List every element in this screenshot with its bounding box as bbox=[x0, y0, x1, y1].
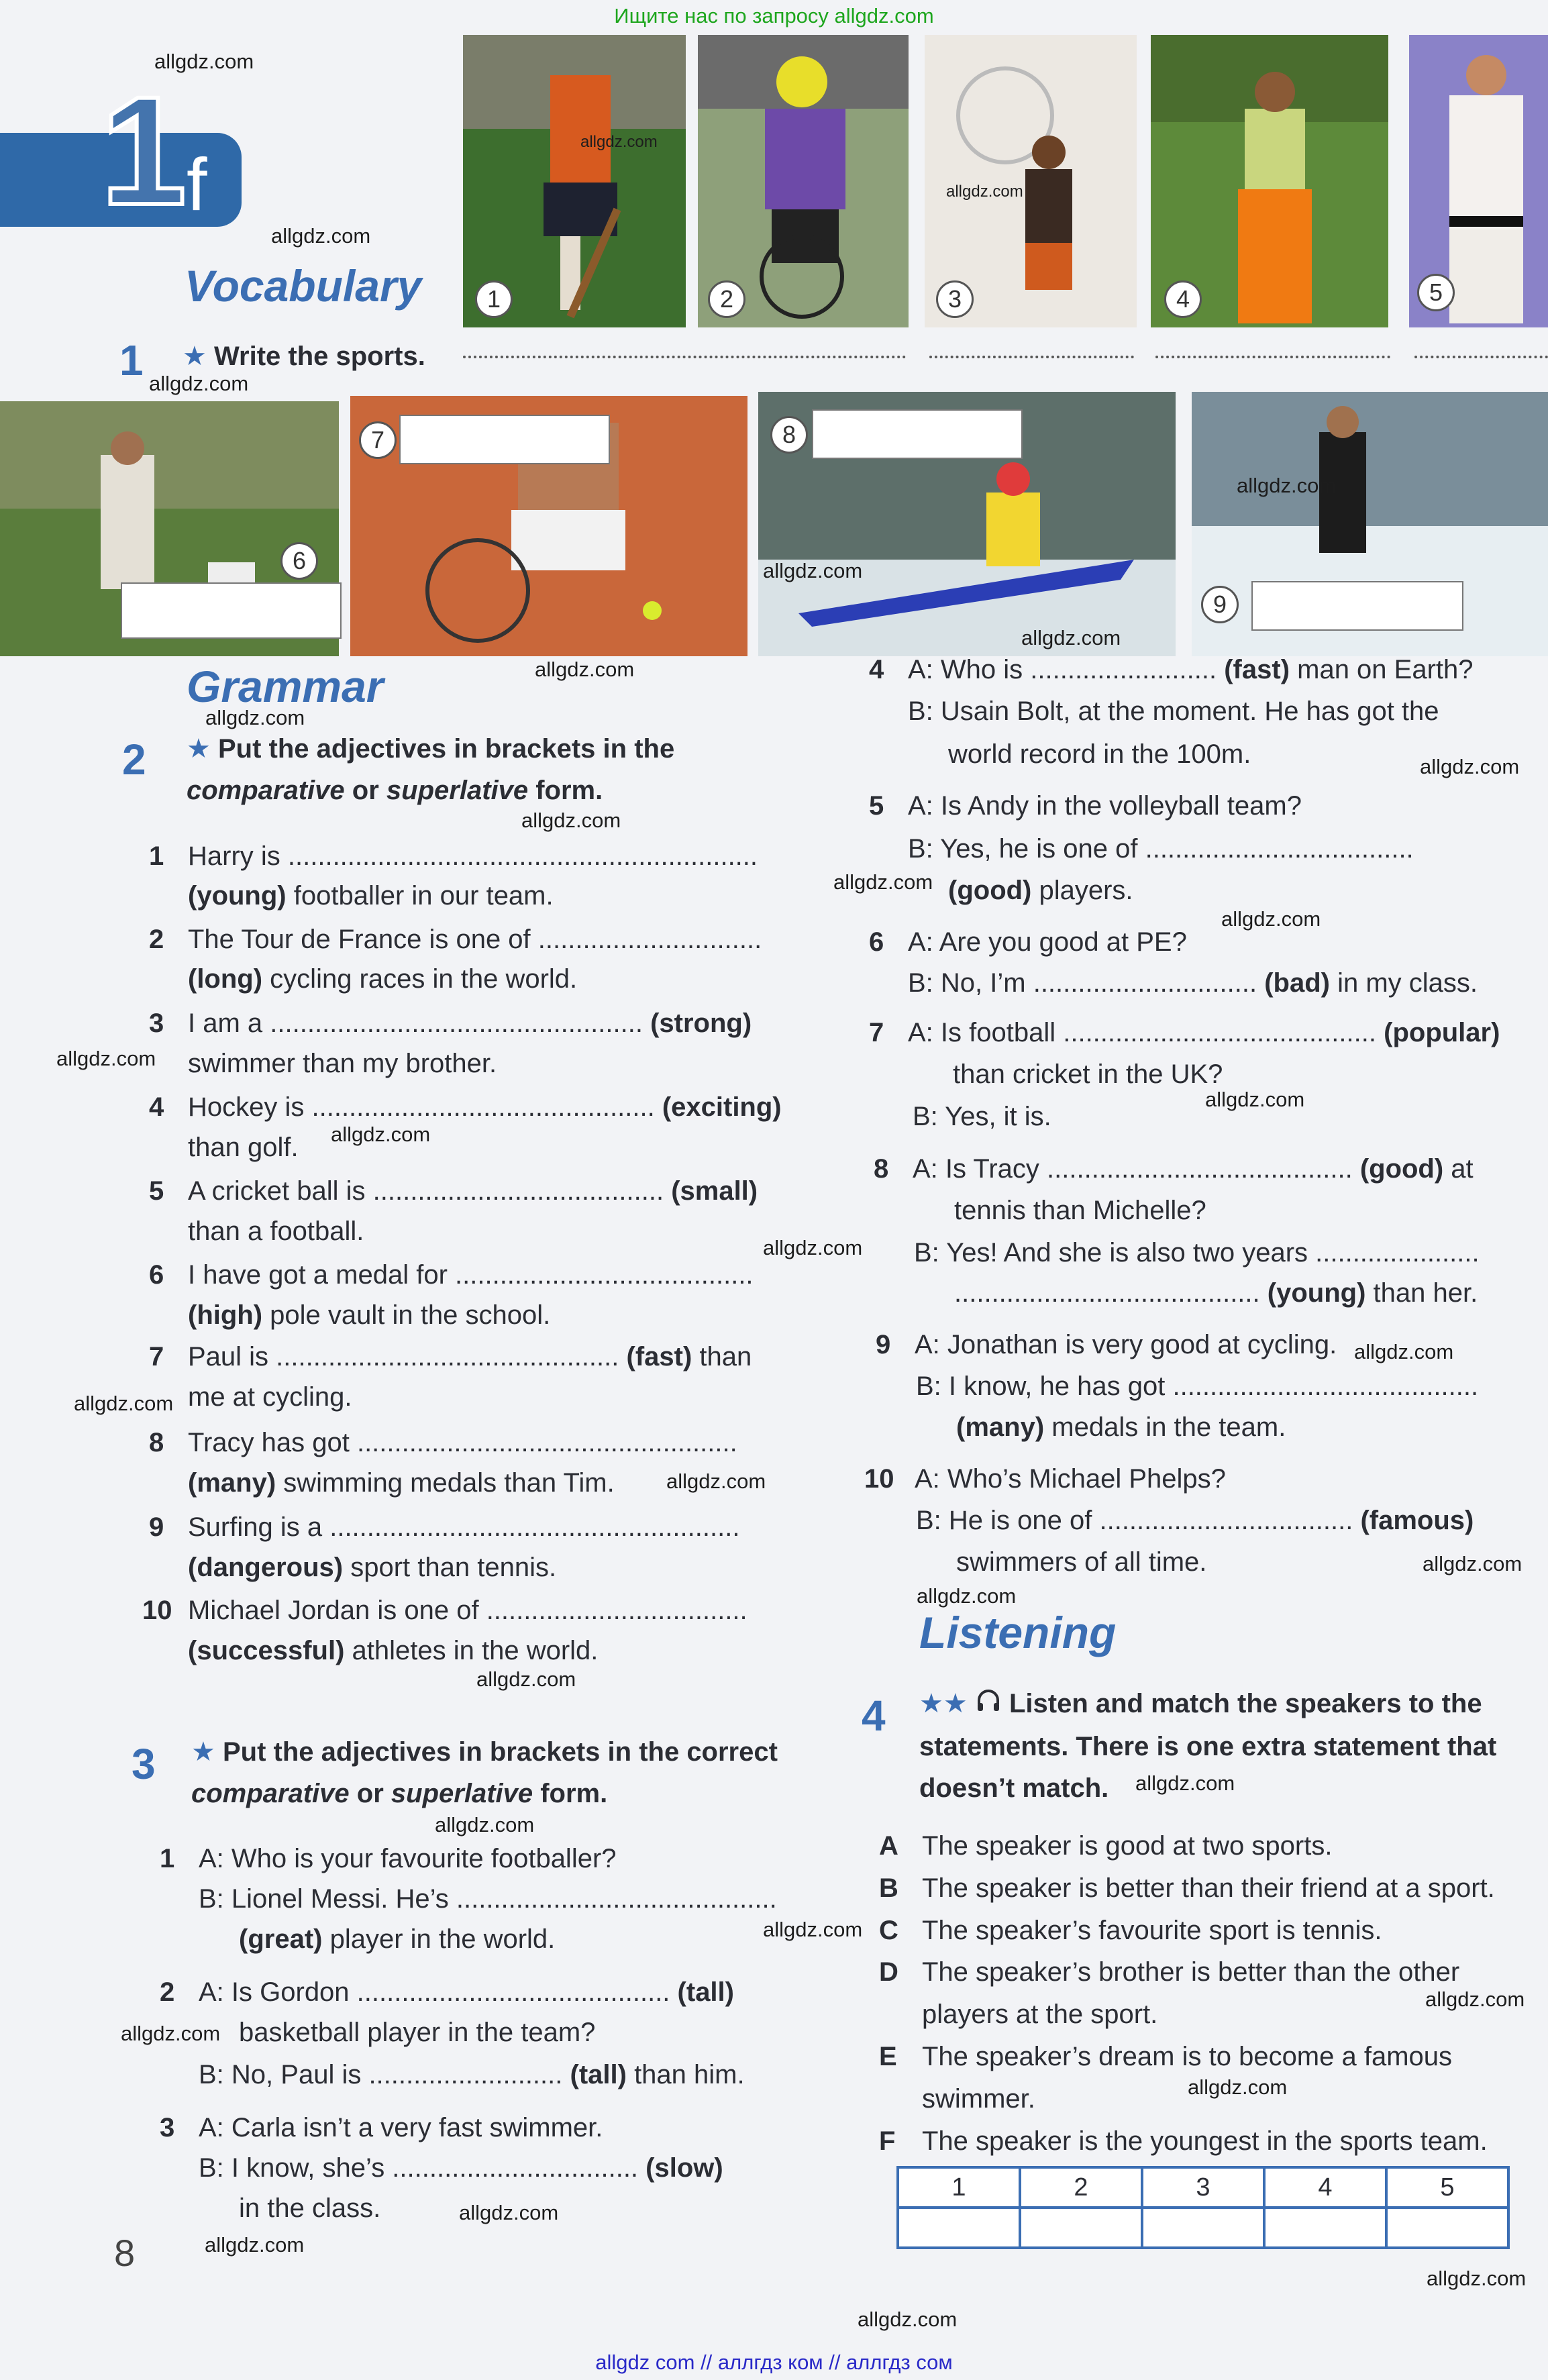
ex3-dialogue-1-b-cont: (great) player in the world. bbox=[239, 1924, 556, 1954]
watermark: allgdz.com bbox=[459, 2201, 559, 2224]
ex2-item-1-cont: (young) footballer in our team. bbox=[188, 881, 554, 911]
watermark: allgdz.com bbox=[1205, 1088, 1305, 1111]
ex3-dialogue-3-a: 3 A: Carla isn’t a very fast swimmer. bbox=[160, 2113, 603, 2142]
ex3-dialogue-3-b[interactable]: B: I know, she’s ................................. (slow) bbox=[199, 2153, 723, 2183]
ex2-item-4-cont: than golf. bbox=[188, 1133, 299, 1162]
ex3-dialogue-7-a[interactable]: 7 A: Is football .......................................... (popular) bbox=[869, 1018, 1500, 1047]
photo-number-3: 3 bbox=[936, 280, 974, 318]
watermark: allgdz.com bbox=[121, 2022, 221, 2045]
headphones-icon bbox=[975, 1684, 1002, 1726]
watermark: allgdz.com bbox=[833, 870, 933, 894]
answer-box-9[interactable] bbox=[1251, 581, 1463, 631]
listening-heading: Listening bbox=[919, 1608, 1117, 1657]
answer-box-7[interactable] bbox=[399, 415, 610, 464]
statement-b: B The speaker is better than their friend at a sport. bbox=[879, 1873, 1495, 1903]
answer-line-3[interactable] bbox=[929, 356, 1134, 358]
answer-line-5[interactable] bbox=[1414, 356, 1548, 358]
ex3-dialogue-7-a-cont: than cricket in the UK? bbox=[953, 1059, 1223, 1089]
watermark: allgdz.com bbox=[1237, 474, 1337, 497]
watermark: allgdz.com bbox=[763, 1918, 863, 1941]
statement-d-cont: players at the sport. bbox=[922, 2000, 1158, 2029]
watermark: allgdz.com bbox=[1135, 1771, 1235, 1795]
unit-letter: f bbox=[187, 144, 207, 226]
statement-a: A The speaker is good at two sports. bbox=[879, 1831, 1333, 1861]
unit-number: 1 bbox=[101, 64, 187, 237]
ex2-item-9-cont: (dangerous) sport than tennis. bbox=[188, 1553, 557, 1582]
ex3-dialogue-1-a: 1 A: Who is your favourite footballer? bbox=[160, 1844, 617, 1873]
watermark: allgdz.com bbox=[580, 133, 658, 151]
photo-number-1: 1 bbox=[475, 280, 513, 318]
ex3-dialogue-4-a[interactable]: 4 A: Who is ......................... (fast) man on Earth? bbox=[869, 655, 1474, 684]
ex3-dialogue-8-a-cont: tennis than Michelle? bbox=[954, 1196, 1206, 1225]
answer-table-row[interactable] bbox=[898, 2208, 1508, 2248]
ex3-dialogue-5-a: 5 A: Is Andy in the volleyball team? bbox=[869, 791, 1302, 821]
page-number: 8 bbox=[114, 2232, 136, 2274]
ex2-item-2-cont: (long) cycling races in the world. bbox=[188, 964, 578, 994]
answer-table bbox=[896, 2166, 1510, 2249]
ex3-dialogue-5-b-cont: (good) players. bbox=[948, 876, 1133, 905]
watermark: allgdz.com bbox=[1423, 1552, 1523, 1575]
exercise-4-instruction: ★★ Listen and match the speakers to the statements. There is one extra statement that doesn’t match. bbox=[919, 1683, 1496, 1809]
watermark: allgdz.com bbox=[917, 1584, 1017, 1608]
answer-table-header-1: 1 bbox=[898, 2167, 1020, 2208]
watermark: allgdz.com bbox=[946, 183, 1023, 201]
photo-number-2: 2 bbox=[708, 280, 745, 318]
answer-cell[interactable] bbox=[898, 2208, 1020, 2248]
exercise-1-number: 1 bbox=[119, 336, 144, 384]
exercise-1-instruction bbox=[183, 335, 425, 377]
ex2-item-5[interactable]: 5 A cricket ball is ....................................... (small) bbox=[149, 1176, 758, 1206]
ex3-dialogue-6-b[interactable]: B: No, I’m .............................. (bad) in my class. bbox=[908, 968, 1478, 998]
watermark: allgdz.com bbox=[1221, 907, 1321, 931]
watermark: allgdz.com bbox=[1188, 2075, 1288, 2099]
ex2-item-1[interactable]: 1 Harry is ............................................................... bbox=[149, 841, 758, 871]
ex3-dialogue-2-a-cont: basketball player in the team? bbox=[239, 2018, 596, 2047]
exercise-4-number: 4 bbox=[862, 1692, 886, 1740]
ex2-item-2[interactable]: 2 The Tour de France is one of .............................. bbox=[149, 925, 762, 954]
star-icon: ★ bbox=[187, 734, 211, 764]
ex3-dialogue-6-a: 6 A: Are you good at PE? bbox=[869, 927, 1187, 957]
stars-icon: ★★ bbox=[919, 1689, 968, 1718]
photo-number-7: 7 bbox=[359, 421, 397, 459]
watermark: allgdz.com bbox=[205, 706, 305, 729]
ex3-dialogue-10-a: 10 A: Who’s Michael Phelps? bbox=[864, 1464, 1226, 1494]
exercise-2-number: 2 bbox=[122, 735, 146, 784]
exercise-3-instruction: ★ Put the adjectives in brackets in the correct comparative or superlative form. bbox=[191, 1737, 778, 1808]
ex3-dialogue-9-a: 9 A: Jonathan is very good at cycling. bbox=[876, 1330, 1337, 1359]
answer-table-header-4: 4 bbox=[1264, 2167, 1386, 2208]
watermark: allgdz.com bbox=[1425, 1987, 1525, 2011]
watermark: allgdz.com bbox=[1420, 755, 1520, 778]
answer-cell[interactable] bbox=[1264, 2208, 1386, 2248]
ex3-dialogue-8-b-cont[interactable]: ......................................... (young) than her. bbox=[954, 1278, 1478, 1308]
watermark: allgdz.com bbox=[535, 658, 635, 681]
watermark: allgdz.com bbox=[1427, 2267, 1527, 2290]
answer-cell[interactable] bbox=[1020, 2208, 1142, 2248]
photo-number-5: 5 bbox=[1417, 274, 1455, 311]
answer-table-header-2: 2 bbox=[1020, 2167, 1142, 2208]
exercise-2-instruction: ★ Put the adjectives in brackets in the comparative or superlative form. bbox=[187, 734, 675, 805]
ex3-dialogue-1-b[interactable]: B: Lionel Messi. He’s ........................................... bbox=[199, 1884, 777, 1914]
ex2-item-7[interactable]: 7 Paul is .............................................. (fast) than bbox=[149, 1342, 752, 1372]
ex3-dialogue-10-b-cont: swimmers of all time. bbox=[956, 1547, 1207, 1577]
watermark: allgdz.com bbox=[1354, 1340, 1454, 1363]
ex2-item-5-cont: than a football. bbox=[188, 1217, 364, 1246]
watermark: allgdz.com bbox=[763, 559, 863, 582]
ex3-dialogue-4-b-cont: world record in the 100m. bbox=[948, 739, 1251, 769]
exercise-1-text: Write the sports. bbox=[213, 342, 425, 371]
watermark: allgdz.com bbox=[763, 1236, 863, 1259]
ex3-dialogue-2-a[interactable]: 2 A: Is Gordon .......................................... (tall) bbox=[160, 1977, 734, 2007]
ex3-dialogue-9-b-cont: (many) medals in the team. bbox=[956, 1412, 1286, 1442]
ex2-item-8[interactable]: 8 Tracy has got ................................................... bbox=[149, 1428, 737, 1457]
watermark: allgdz.com bbox=[521, 809, 621, 832]
ex3-dialogue-3-b-cont: in the class. bbox=[239, 2193, 381, 2223]
answer-cell[interactable] bbox=[1386, 2208, 1508, 2248]
answer-cell[interactable] bbox=[1142, 2208, 1264, 2248]
watermark: allgdz.com bbox=[205, 2233, 305, 2257]
watermark: allgdz.com bbox=[56, 1047, 156, 1070]
star-icon: ★ bbox=[183, 342, 207, 371]
watermark: allgdz.com bbox=[858, 2308, 958, 2331]
statement-d: D The speaker’s brother is better than the other bbox=[879, 1957, 1460, 1987]
watermark: allgdz.com bbox=[435, 1813, 535, 1836]
ex2-item-3[interactable]: 3 I am a .................................................. (strong) bbox=[149, 1008, 752, 1038]
watermark: allgdz.com bbox=[149, 372, 249, 395]
ex3-dialogue-9-b[interactable]: B: I know, he has got ......................................... bbox=[916, 1372, 1479, 1401]
photo-number-4: 4 bbox=[1164, 280, 1202, 318]
star-icon: ★ bbox=[191, 1737, 215, 1767]
answer-table-header bbox=[898, 2167, 1508, 2208]
statement-f: F The speaker is the youngest in the sports team. bbox=[879, 2126, 1488, 2156]
ex2-item-6[interactable]: 6 I have got a medal for ........................................ bbox=[149, 1260, 754, 1290]
vocabulary-heading: Vocabulary bbox=[185, 261, 422, 311]
ex2-item-6-cont: (high) pole vault in the school. bbox=[188, 1300, 551, 1330]
top-banner[interactable]: Ищите нас по запросу allgdz.com bbox=[614, 4, 934, 28]
watermark: allgdz.com bbox=[666, 1469, 766, 1493]
bottom-banner[interactable]: allgdz com // аллгдз ком // аллгдз сом bbox=[595, 2350, 953, 2374]
watermark: allgdz.com bbox=[74, 1392, 174, 1415]
watermark: allgdz.com bbox=[476, 1667, 576, 1691]
statement-c: C The speaker’s favourite sport is tennis. bbox=[879, 1916, 1382, 1945]
ex3-dialogue-8-b[interactable]: B: Yes! And she is also two years ...................... bbox=[914, 1238, 1480, 1267]
ex2-item-10-cont: (successful) athletes in the world. bbox=[188, 1636, 599, 1665]
statement-e-cont: swimmer. bbox=[922, 2084, 1035, 2114]
ex3-dialogue-2-b[interactable]: B: No, Paul is .......................... (tall) than him. bbox=[199, 2060, 745, 2089]
exercise-3-number: 3 bbox=[132, 1740, 156, 1788]
ex2-item-9[interactable]: 9 Surfing is a ....................................................... bbox=[149, 1512, 740, 1542]
statement-e: E The speaker’s dream is to become a famous bbox=[879, 2042, 1453, 2071]
photo-number-6: 6 bbox=[280, 542, 318, 580]
watermark: allgdz.com bbox=[331, 1123, 431, 1146]
answer-table-header-3: 3 bbox=[1142, 2167, 1264, 2208]
ex2-item-10[interactable]: 10 Michael Jordan is one of ................................... bbox=[142, 1596, 747, 1625]
watermark: allgdz.com bbox=[1021, 626, 1121, 650]
answer-line-1[interactable] bbox=[463, 356, 906, 358]
ex3-dialogue-7-b: B: Yes, it is. bbox=[913, 1102, 1051, 1131]
watermark: allgdz.com bbox=[271, 224, 371, 248]
ex3-dialogue-10-b[interactable]: B: He is one of .................................. (famous) bbox=[916, 1506, 1474, 1535]
ex3-dialogue-4-b: B: Usain Bolt, at the moment. He has got the bbox=[908, 696, 1439, 726]
ex3-dialogue-8-a[interactable]: 8 A: Is Tracy ......................................... (good) at bbox=[874, 1154, 1474, 1184]
answer-box-6[interactable] bbox=[121, 582, 342, 639]
answer-line-4[interactable] bbox=[1155, 356, 1390, 358]
ex2-item-3-cont: swimmer than my brother. bbox=[188, 1049, 497, 1078]
answer-table-header-5: 5 bbox=[1386, 2167, 1508, 2208]
grammar-heading: Grammar bbox=[187, 662, 384, 711]
ex2-item-4[interactable]: 4 Hockey is .............................................. (exciting) bbox=[149, 1092, 782, 1122]
ex2-item-8-cont: (many) swimming medals than Tim. bbox=[188, 1468, 615, 1498]
photo-number-9: 9 bbox=[1201, 586, 1239, 623]
ex3-dialogue-5-b[interactable]: B: Yes, he is one of .................................... bbox=[908, 834, 1414, 864]
photo-number-8: 8 bbox=[770, 416, 808, 454]
watermark: allgdz.com bbox=[154, 50, 254, 73]
ex2-item-7-cont: me at cycling. bbox=[188, 1382, 352, 1412]
answer-box-8[interactable] bbox=[812, 409, 1023, 459]
